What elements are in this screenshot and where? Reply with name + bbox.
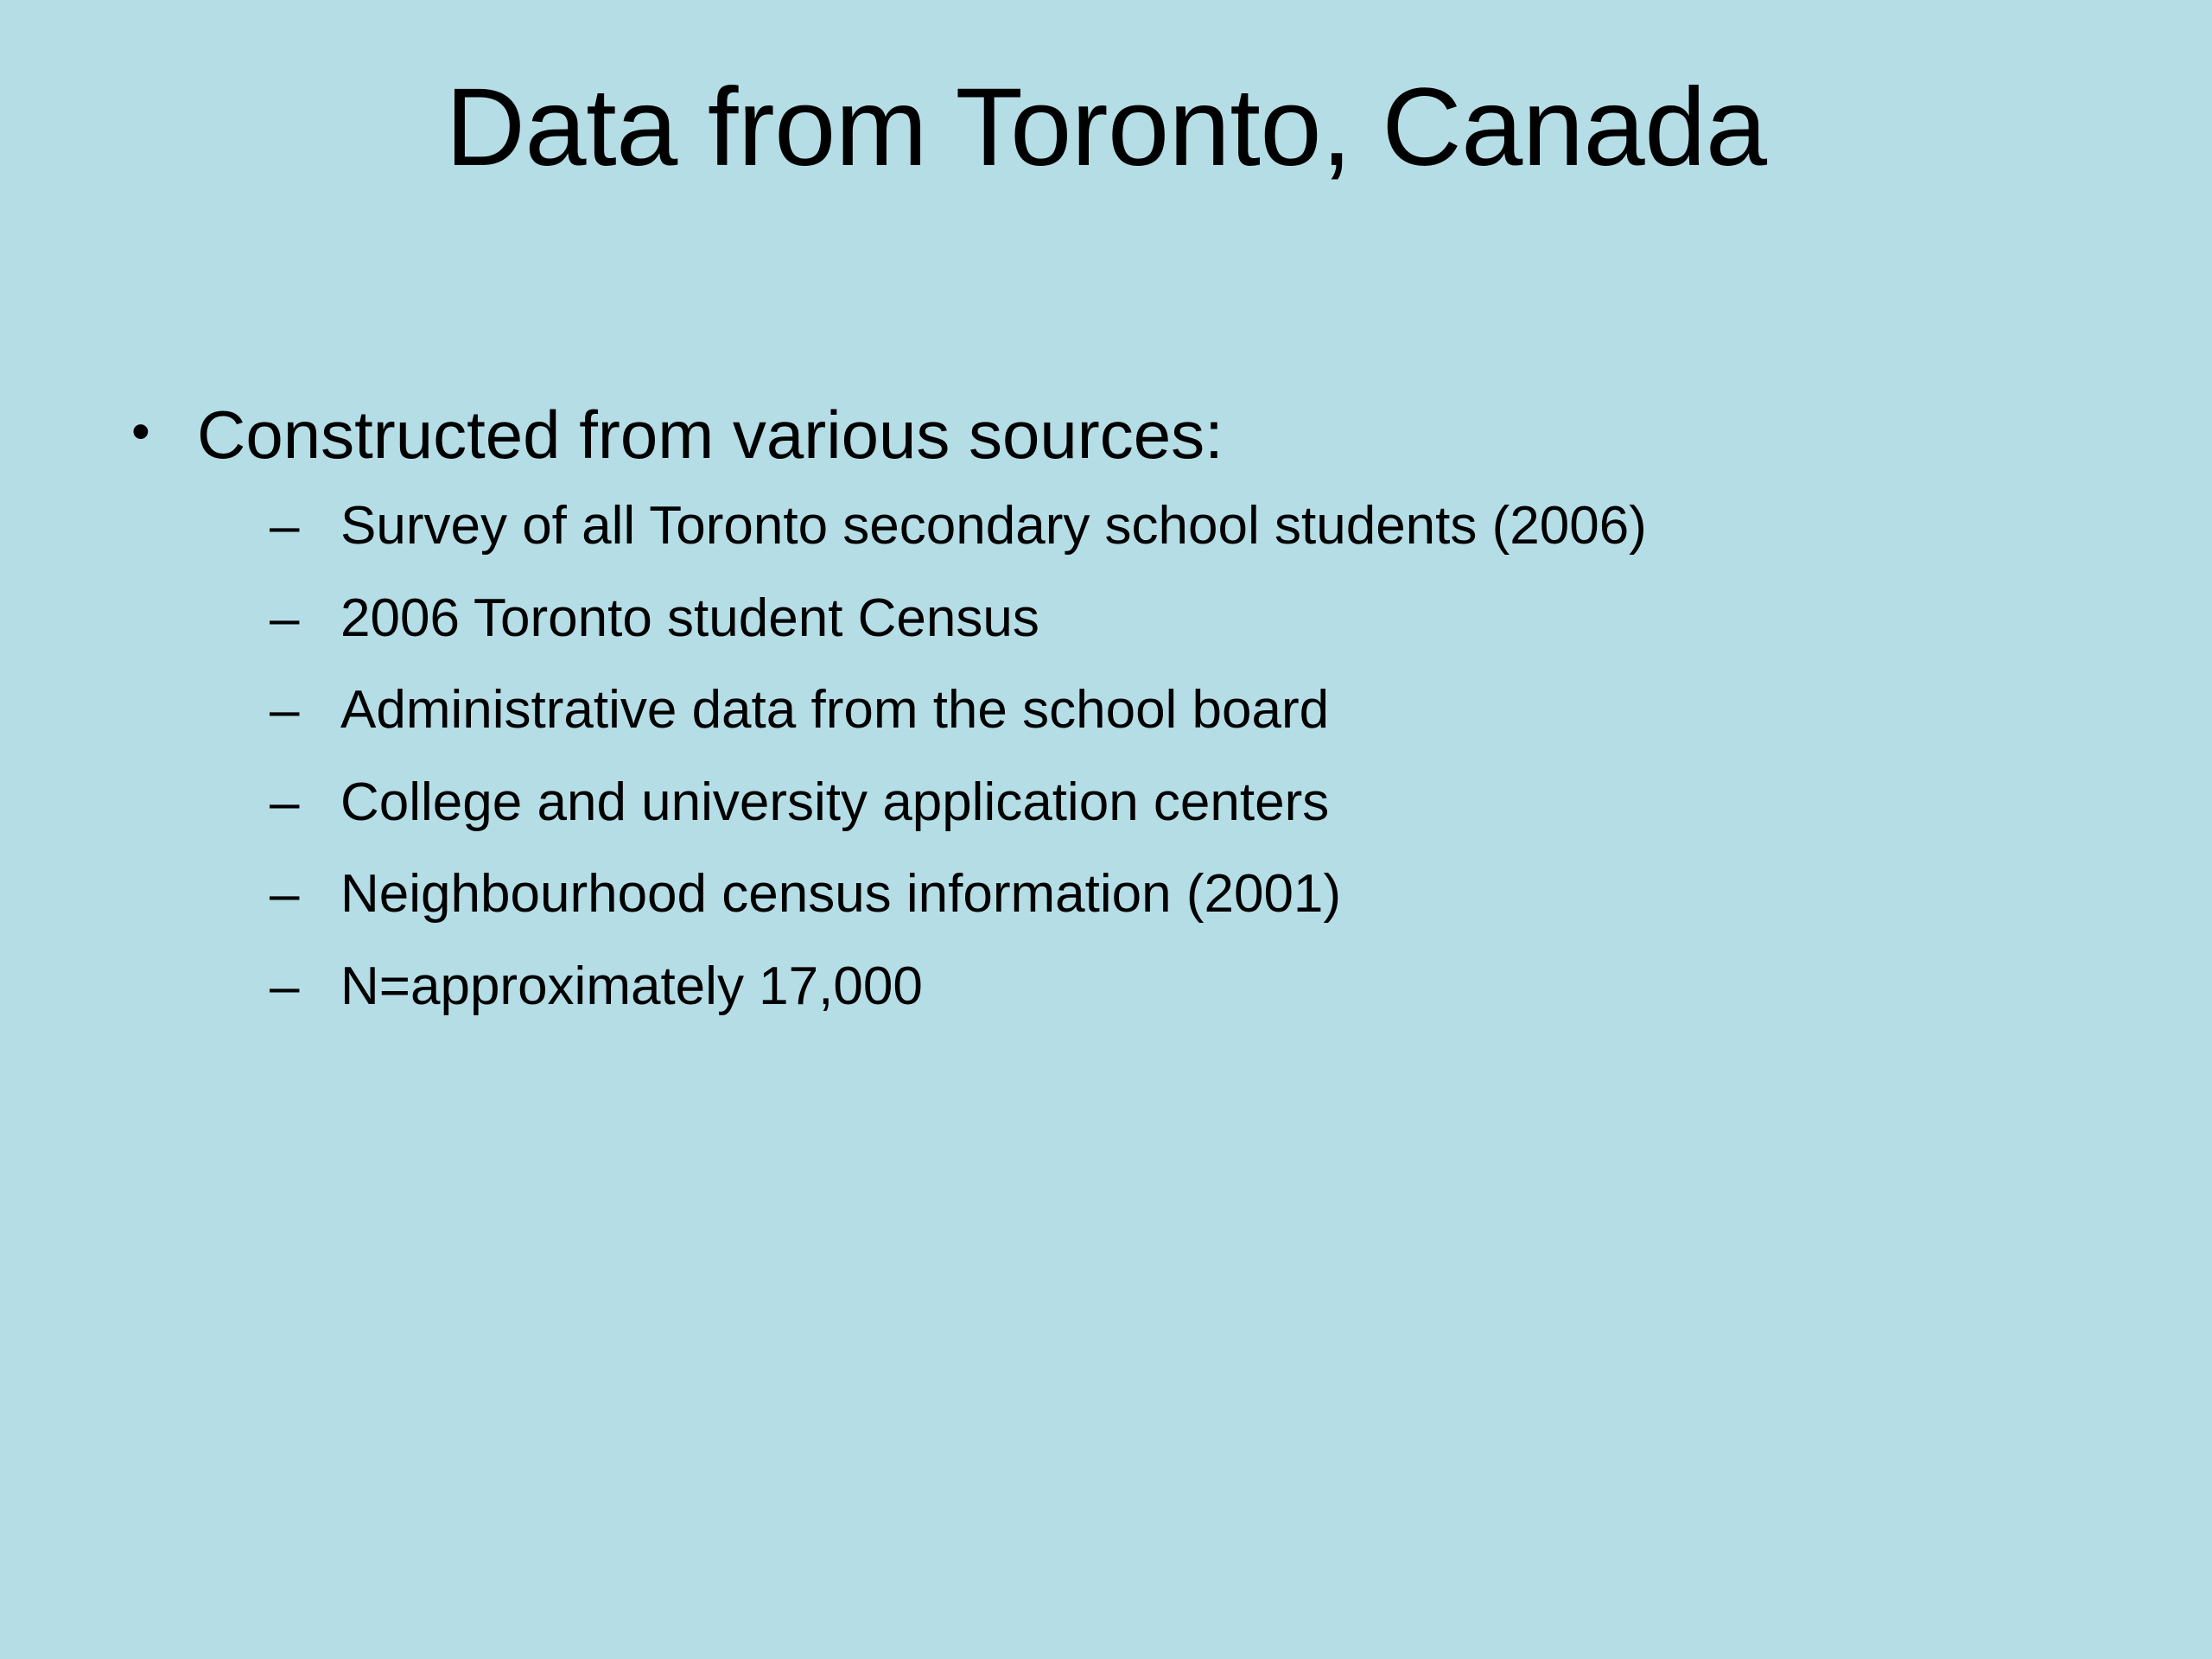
list-item-label: College and university application centers	[340, 772, 1330, 832]
list-item	[112, 495, 2100, 558]
slide-body	[112, 397, 2100, 1048]
list-item	[112, 588, 2100, 651]
bullet-point-icon: •	[131, 402, 150, 461]
list-item	[112, 679, 2100, 742]
list-item-label: Neighbourhood census information (2001)	[340, 864, 1342, 925]
dash-bullet-icon: –	[270, 680, 300, 741]
dash-bullet-icon: –	[270, 772, 300, 832]
dash-bullet-icon: –	[270, 864, 300, 925]
bullet-item-level1	[112, 397, 2100, 473]
page-title: Data from Toronto, Canada	[445, 66, 1767, 189]
bullet-item-level1-label: Constructed from various sources:	[197, 397, 1224, 473]
dash-bullet-icon: –	[270, 588, 300, 648]
sublist	[112, 495, 2100, 1018]
list-item	[112, 863, 2100, 926]
dash-bullet-icon: –	[270, 496, 300, 556]
list-item-label: 2006 Toronto student Census	[340, 588, 1039, 648]
list-item	[112, 956, 2100, 1019]
list-item-label: Administrative data from the school board	[340, 680, 1330, 741]
list-item-label: N=approximately 17,000	[340, 957, 923, 1017]
dash-bullet-icon: –	[270, 957, 300, 1017]
list-item-label: Survey of all Toronto secondary school students (2006)	[340, 496, 1647, 556]
list-item	[112, 772, 2100, 835]
